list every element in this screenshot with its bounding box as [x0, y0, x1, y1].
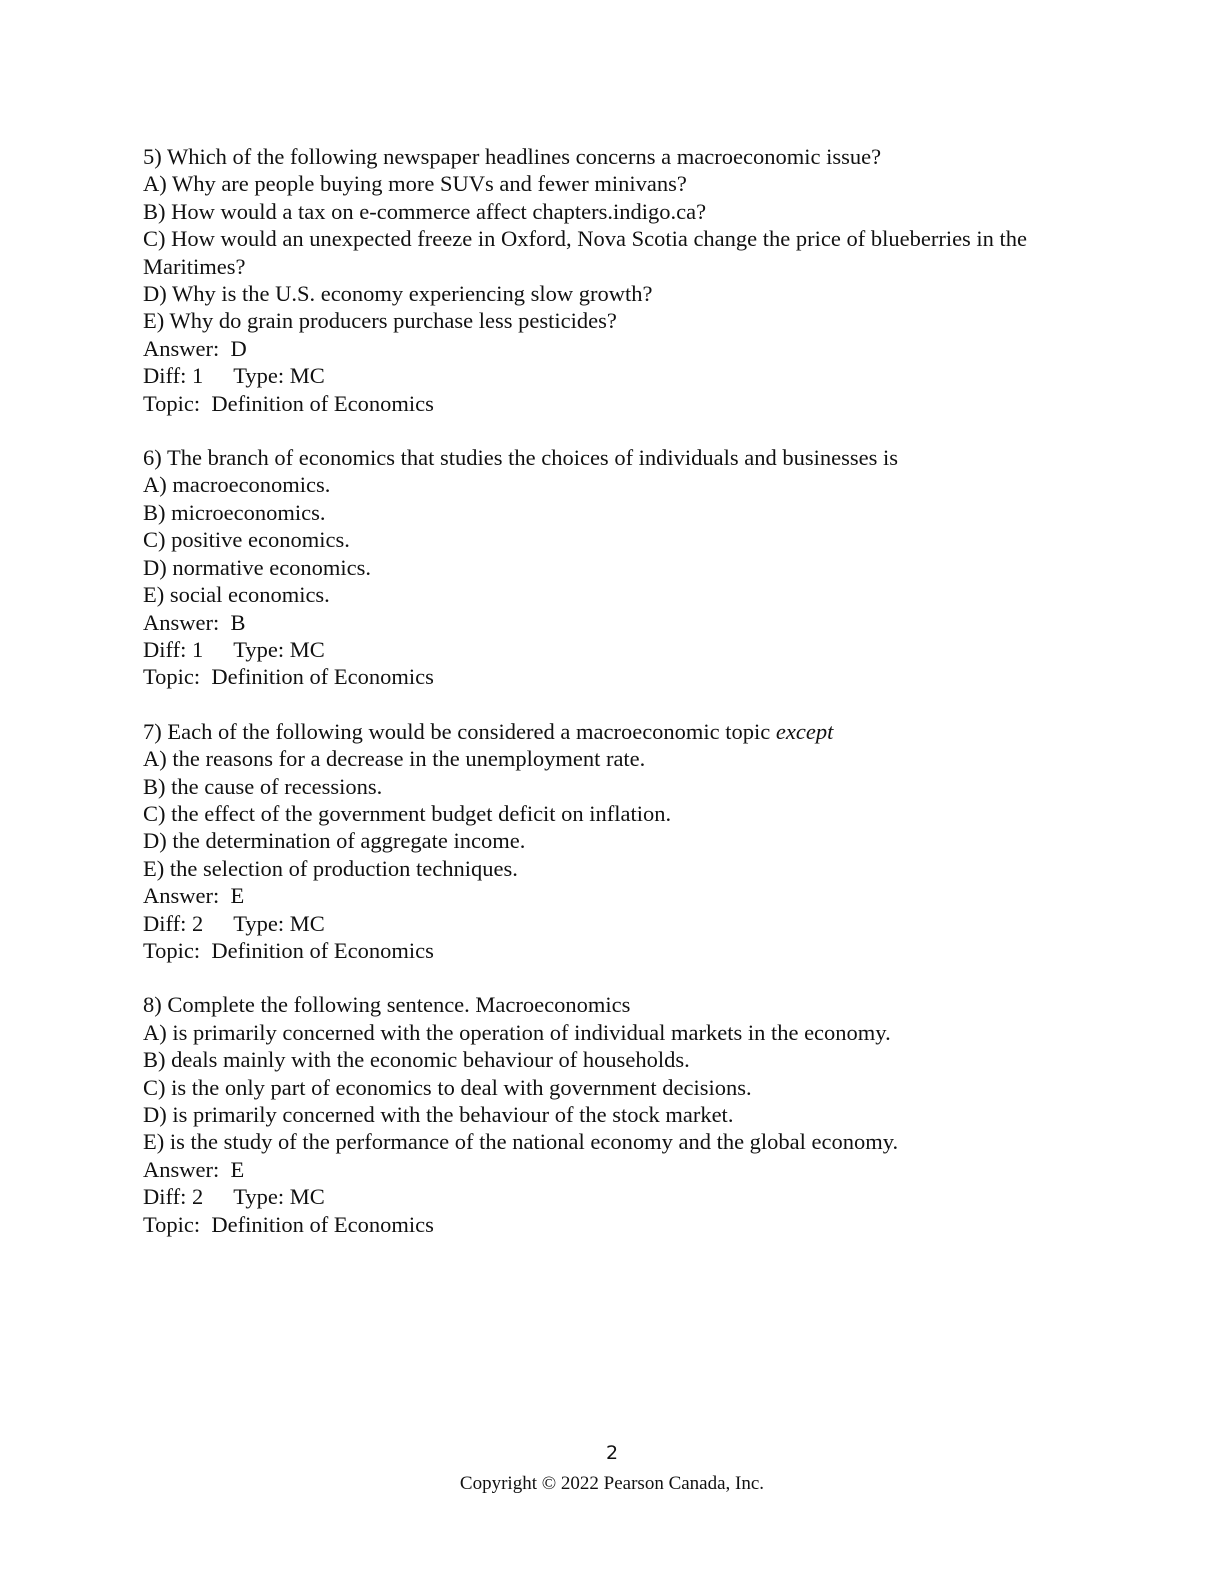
answer: Answer: D: [143, 335, 247, 361]
option-e: E) Why do grain producers purchase less pesticides?: [143, 308, 617, 334]
option-b: B) deals mainly with the economic behaviour of households.: [143, 1047, 690, 1073]
topic: Topic: Definition of Economics: [143, 664, 434, 690]
option-e: E) the selection of production techniques.: [143, 855, 518, 881]
question-stem: [143, 718, 1103, 745]
option-a: A) is primarily concerned with the operation of individual markets in the economy.: [143, 1019, 891, 1045]
option-d: D) the determination of aggregate income.: [143, 828, 526, 854]
option-a: A) Why are people buying more SUVs and fewer minivans?: [143, 171, 687, 197]
option-b: B) the cause of recessions.: [143, 773, 383, 799]
question-stem-text: 7) Each of the following would be considered a macroeconomic topic: [143, 718, 771, 744]
difficulty: Diff: 1: [143, 636, 204, 662]
question-stem: 8) Complete the following sentence. Macroeconomics: [143, 992, 631, 1018]
question-stem-emphasis: except: [775, 718, 834, 744]
answer: Answer: E: [143, 1156, 245, 1182]
question-type: Type: MC: [233, 1184, 325, 1210]
question-8: [143, 991, 1103, 1238]
question-6: [143, 444, 1103, 691]
option-a: A) macroeconomics.: [143, 472, 331, 498]
question-type: Type: MC: [233, 636, 325, 662]
option-d: D) Why is the U.S. economy experiencing slow growth?: [143, 281, 653, 307]
option-a: A) the reasons for a decrease in the unemployment rate.: [143, 746, 646, 772]
answer: Answer: E: [143, 883, 245, 909]
difficulty-type: [143, 910, 1103, 937]
answer: Answer: B: [143, 609, 246, 635]
difficulty-type: [143, 636, 1103, 663]
option-c: C) positive economics.: [143, 527, 350, 553]
option-c: C) the effect of the government budget deficit on inflation.: [143, 800, 672, 826]
question-5: [143, 143, 1103, 417]
difficulty: Diff: 2: [143, 910, 204, 936]
copyright-notice: Copyright © 2022 Pearson Canada, Inc.: [459, 1473, 765, 1494]
page-number: 2: [605, 1442, 619, 1464]
option-c: C) is the only part of economics to deal with government decisions.: [143, 1074, 752, 1100]
question-stem: 6) The branch of economics that studies the choices of individuals and businesses is: [143, 445, 899, 471]
option-d: D) normative economics.: [143, 554, 372, 580]
difficulty: Diff: 2: [143, 1184, 204, 1210]
option-b: B) How would a tax on e-commerce affect chapters.indigo.ca?: [143, 198, 707, 224]
question-type: Type: MC: [233, 363, 325, 389]
topic: Topic: Definition of Economics: [143, 937, 434, 963]
question-7: [143, 718, 1103, 965]
topic: Topic: Definition of Economics: [143, 390, 434, 416]
option-c: C) How would an unexpected freeze in Oxford, Nova Scotia change the price of blueberries in the Maritimes?: [143, 226, 1028, 279]
difficulty-type: [143, 1183, 1103, 1210]
option-b: B) microeconomics.: [143, 499, 326, 525]
difficulty: Diff: 1: [143, 363, 204, 389]
option-e: E) is the study of the performance of the national economy and the global economy.: [143, 1129, 899, 1155]
question-type: Type: MC: [233, 910, 325, 936]
option-e: E) social economics.: [143, 582, 330, 608]
question-list: [143, 143, 1103, 1265]
topic: Topic: Definition of Economics: [143, 1211, 434, 1237]
question-stem: 5) Which of the following newspaper headlines concerns a macroeconomic issue?: [143, 144, 882, 169]
difficulty-type: [143, 362, 1103, 389]
option-d: D) is primarily concerned with the behaviour of the stock market.: [143, 1102, 734, 1127]
